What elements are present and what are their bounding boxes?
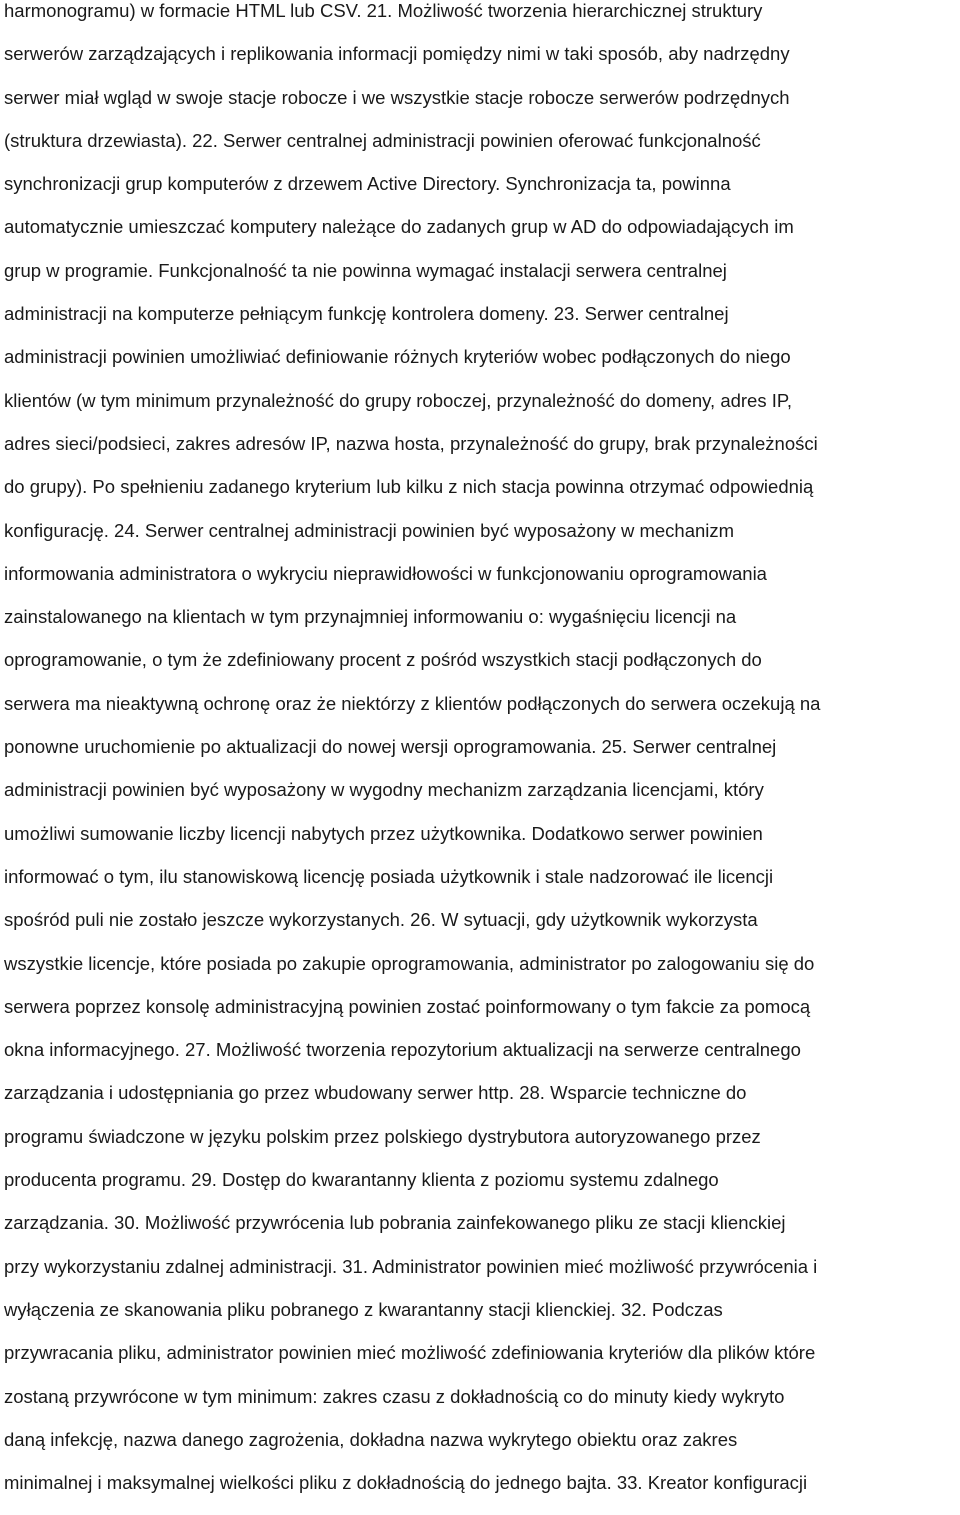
text-line: adres sieci/podsieci, zakres adresów IP, nazwa hosta, przynależność do grupy, brak przynależności bbox=[4, 432, 818, 454]
text-line: administracji powinien umożliwiać definiowanie różnych kryteriów wobec podłączonych do niego bbox=[4, 346, 791, 368]
text-line: producenta programu. 29. Dostęp do kwarantanny klienta z poziomu systemu zdalnego bbox=[4, 1169, 719, 1191]
text-line: okna informacyjnego. 27. Możliwość tworzenia repozytorium aktualizacji na serwerze centralnego bbox=[4, 1039, 801, 1061]
text-line: administracji powinien być wyposażony w wygodny mechanizm zarządzania licencjami, który bbox=[4, 779, 764, 801]
text-line: spośród puli nie zostało jeszcze wykorzystanych. 26. W sytuacji, gdy użytkownik wykorzysta bbox=[4, 909, 758, 931]
document-body bbox=[4, 0, 960, 1515]
text-line: serwera ma nieaktywną ochronę oraz że niektórzy z klientów podłączonych do serwera oczekują na bbox=[4, 692, 821, 714]
text-line: programu świadczone w języku polskim przez polskiego dystrybutora autoryzowanego przez bbox=[4, 1125, 761, 1147]
text-line: serwer miał wgląd w swoje stacje robocze i we wszystkie stacje robocze serwerów podrzędnych bbox=[4, 86, 790, 108]
text-line: (struktura drzewiasta). 22. Serwer centralnej administracji powinien oferować funkcjonalność bbox=[4, 129, 761, 151]
text-line: informowania administratora o wykryciu nieprawidłowości w funkcjonowaniu oprogramowania bbox=[4, 562, 767, 584]
text-line: zostaną przywrócone w tym minimum: zakres czasu z dokładnością co do minuty kiedy wykryto bbox=[4, 1385, 785, 1407]
text-line: wszystkie licencje, które posiada po zakupie oprogramowania, administrator po zalogowaniu się do bbox=[4, 952, 815, 974]
text-line: konfigurację. 24. Serwer centralnej administracji powinien być wyposażony w mechanizm bbox=[4, 519, 735, 541]
text-line: zarządzania. 30. Możliwość przywrócenia lub pobrania zainfekowanego pliku ze stacji klienckiej bbox=[4, 1212, 786, 1234]
text-line: wyłączenia ze skanowania pliku pobranego z kwarantanny stacji klienckiej. 32. Podczas bbox=[4, 1298, 723, 1320]
text-line: synchronizacji grup komputerów z drzewem Active Directory. Synchronizacja ta, powinna bbox=[4, 173, 731, 195]
text-line: zainstalowanego na klientach w tym przynajmniej informowaniu o: wygaśnięciu licencji na bbox=[4, 606, 737, 628]
text-line: serwerów zarządzających i replikowania informacji pomiędzy nimi w taki sposób, aby nadrzędny bbox=[4, 43, 790, 65]
text-line: przywracania pliku, administrator powinien mieć możliwość zdefiniowania kryteriów dla plików które bbox=[4, 1342, 816, 1364]
text-line: klientów (w tym minimum przynależność do grupy roboczej, przynależność do domeny, adres IP, bbox=[4, 389, 792, 411]
text-line: do grupy). Po spełnieniu zadanego kryterium lub kilku z nich stacja powinna otrzymać odpowiednią bbox=[4, 476, 814, 498]
text-line: umożliwi sumowanie liczby licencji nabytych przez użytkownika. Dodatkowo serwer powinien bbox=[4, 822, 763, 844]
text-line: ponowne uruchomienie po aktualizacji do nowej wersji oprogramowania. 25. Serwer centralnej bbox=[4, 736, 777, 758]
text-line: minimalnej i maksymalnej wielkości pliku z dokładnością do jednego bajta. 33. Kreator konfiguracji bbox=[4, 1472, 808, 1494]
text-line: automatycznie umieszczać komputery należące do zadanych grup w AD do odpowiadających im bbox=[4, 216, 794, 238]
text-line: grup w programie. Funkcjonalność ta nie powinna wymagać instalacji serwera centralnej bbox=[4, 259, 727, 281]
text-line: przy wykorzystaniu zdalnej administracji. 31. Administrator powinien mieć możliwość przywrócenia i bbox=[4, 1255, 818, 1277]
text-line: zarządzania i udostępniania go przez wbudowany serwer http. 28. Wsparcie techniczne do bbox=[4, 1082, 747, 1104]
text-line: serwera poprzez konsolę administracyjną powinien zostać poinformowany o tym fakcie za pomocą bbox=[4, 995, 811, 1017]
text-line: administracji na komputerze pełniącym funkcję kontrolera domeny. 23. Serwer centralnej bbox=[4, 303, 729, 325]
text-line: oprogramowanie, o tym że zdefiniowany procent z pośród wszystkich stacji podłączonych do bbox=[4, 649, 762, 671]
text-line: daną infekcję, nazwa danego zagrożenia, dokładna nazwa wykrytego obiektu oraz zakres bbox=[4, 1428, 738, 1450]
text-line: informować o tym, ilu stanowiskową licencję posiada użytkownik i stale nadzorować ile licencji bbox=[4, 865, 774, 887]
text-line: harmonogramu) w formacie HTML lub CSV. 21. Możliwość tworzenia hierarchicznej struktury bbox=[4, 0, 763, 21]
